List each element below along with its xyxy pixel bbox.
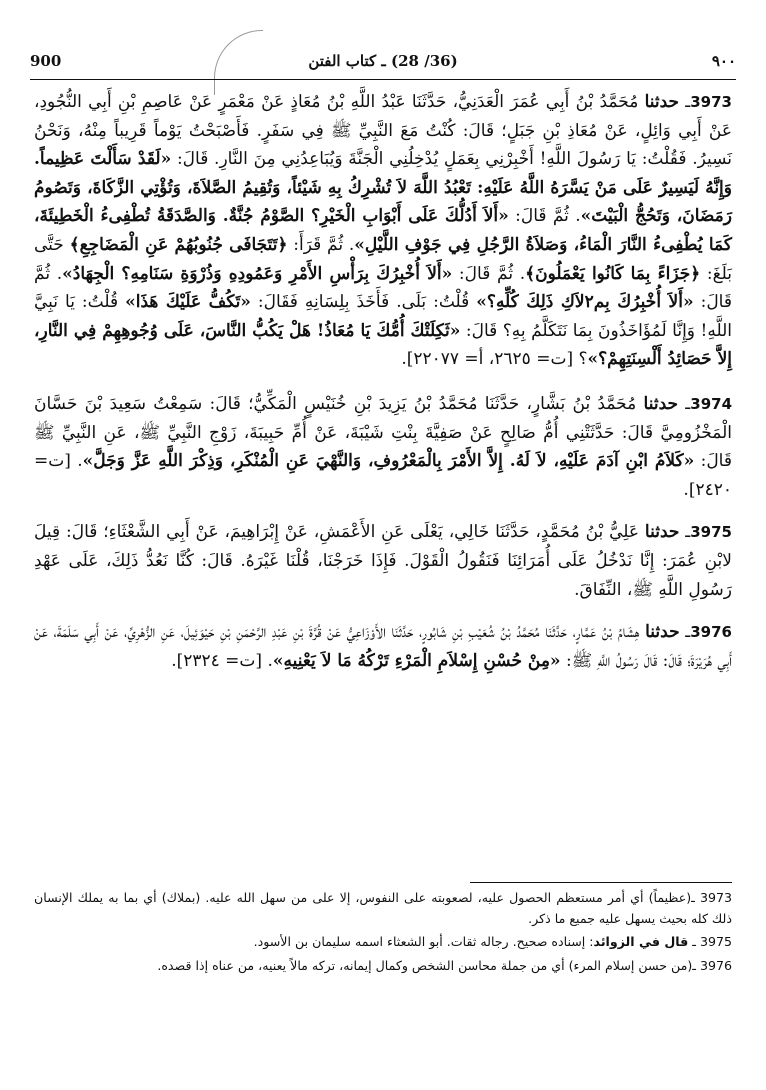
header-rule: [30, 79, 736, 80]
seg: هِشَامُ بْنُ عَمَّارٍ، حَدَّثَنَا مُحَمَّدُ بْنُ شُعَيْبِ بْنِ شَابُورٍ، حَدَّثَنَا الأَوْزَاعِيُّ عَنْ قُرَّةَ بْنِ عَبْدِ الرَّحْمَنِ بْنِ حَيْوَئِيلَ، عَنِ الزُّهْرِيِّ، عَنْ أَبِي سَلَمَةَ، عَنْ أَبِي هُرَيْرَةَ؛ قَالَ: قَالَ رَسُولُ اللَّهِ ﷺ:: [34, 622, 732, 671]
prophet-quote: «أَلاَ أُخْبِرُكَ بِرَأْسِ الأَمْرِ وَعَمُودِهِ وَذُرْوَةِ سَنَامِهِ؟ الْجِهَادُ»: [62, 263, 453, 284]
reference: . [ت= ٢٣٢٤].: [171, 650, 273, 671]
quran-quote: ﴿تَتَجَافَى جُنُوبُهُمْ عَنِ الْمَضَاجِعِ﴾: [69, 234, 288, 255]
seg: مُحَمَّدُ بْنُ بَشَّارٍ، حَدَّثَنَا مُحَمَّدُ بْنُ يَزِيدَ بْنِ خُنَيْسٍ الْمَكِّيُّ؛ قَالَ: سَمِعْتُ سَعِيدَ بْنَ حَسَّانَ الْمَخْزُومِيَّ قَالَ: حَدَّثَتْنِي أُمُّ صَالِحٍ عَنْ صَفِيَّةَ بِنْتِ شَيْبَةَ، عَنْ أُمِّ حَبِيبَةَ، زَوْجِ النَّبِيِّ ﷺ، عَنِ النَّبِيِّ ﷺ قَالَ:: [34, 393, 732, 472]
footnote-text: ـ(من حسن إسلام المرء) أي من جملة محاسن الشخص وكمال إيمانه، تركه مالاً يعنيه، من عناه إذا قصده.: [157, 957, 700, 973]
footnote-rule: [470, 882, 732, 883]
hadith-number: 3976: [690, 623, 732, 642]
page-header: [30, 50, 736, 74]
prophet-quote: «تَكُفُّ عَلَيْكَ هَذَا»: [125, 292, 251, 313]
hadith-text: [34, 88, 732, 689]
footnote-text: : إسناده صحيح. رجاله ثقات. أبو الشعثاء اسمه سليمان بن الأسود.: [253, 934, 594, 949]
seg: ـ: [679, 92, 691, 112]
footnote-number: 3975: [699, 934, 732, 949]
haddathana: حدثنا: [643, 393, 679, 414]
running-title: (36/ 28) ـ كتاب الفتن: [308, 52, 458, 70]
hadith-number: 3974: [690, 394, 733, 413]
footnote-3976: [34, 956, 732, 977]
seg: قُلْتُ: يَا نَبِيَّ اللَّهِ! وَإِنَّا لَمُؤَاخَذُونَ بِمَا نَتَكَلَّمُ بِهِ؟ قَالَ:: [34, 292, 732, 341]
haddathana: حدثنا: [644, 92, 680, 112]
prophet-quote: «كَلاَمُ ابْنِ آدَمَ عَلَيْهِ، لاَ لَهُ. إِلاَّ الأَمْرَ بِالْمَعْرُوفِ، وَالنَّهْيَ عَنِ الْمُنْكَرِ، وَذِكْرَ اللَّهِ عَزَّ وَجَلَّ»: [82, 451, 695, 472]
hadith-number: 3975: [690, 523, 732, 542]
hadith-3975: [34, 518, 732, 604]
footnote-number: 3973: [699, 890, 732, 905]
hadith-3976: [34, 618, 732, 675]
seg: ـ: [678, 393, 691, 414]
footnote-text: ـ(عظيماً) أي أمر مستعظم الحصول عليه، لصعوبته على النفوس، إلا على من سهل الله عليه. (بملاك) أي بما به يملك الإنسان ذلك كله بحيث يسهل عليه جميع ما ذكر.: [34, 890, 732, 926]
seg: ـ: [679, 522, 691, 543]
footnote-source: قال في الزوائد: [593, 934, 689, 949]
seg: . ثُمَّ قَالَ:: [34, 263, 732, 313]
prophet-quote: «لَقَدْ سَأَلْتَ عَظِيماً. وَإِنَّهُ لَيَسِيرٌ عَلَى مَنْ يَسَّرَهُ اللَّهُ عَلَيْهِ: تَعْبُدُ اللَّهَ لاَ تُشْرِكُ بِهِ شَيْئاً، وَتُقِيمُ الصَّلاَةَ، وَتُؤْتِي الزَّكَاةَ، وَتَصُومُ رَمَضَانَ، وَتَحُجُّ الْبَيْتَ»: [34, 149, 732, 227]
footnote-3975: [34, 932, 732, 953]
footnote-3973: [34, 888, 732, 929]
prophet-quote: «مِنْ حُسْنِ إِسْلاَمِ الْمَرْءِ تَرْكُهُ مَا لاَ يَعْنِيهِ»: [272, 650, 561, 671]
seg: عَلِيُّ بْنُ مُحَمَّدٍ، حَدَّثَنَا خَالِي، يَعْلَى عَنِ الأَعْمَشِ، عَنْ إِبْرَاهِيمَ، عَنْ أَبِي الشَّعْثَاءِ؛ قَالَ: قِيلَ لابْنِ عُمَرَ: إِنَّا نَدْخُلُ عَلَى أُمَرَائِنَا فَنَقُولُ الْقَوْلَ. فَإِذَا خَرَجْنَا، قُلْنَا غَيْرَهُ. قَالَ: كُنَّا نَعُدُّ ذَلِكَ، عَلَى عَهْدِ رَسُولِ اللَّهِ ﷺ، النِّفَاقَ.: [34, 522, 732, 600]
seg: قُلْتُ: بَلَى. فَأَخَذَ بِلِسَانِهِ فَقَالَ:: [250, 292, 477, 313]
hadith-number: 3973: [690, 93, 732, 111]
haddathana: حدثنا: [645, 622, 680, 643]
seg: حَتَّى بَلَغَ:: [34, 234, 732, 284]
hadith-3973: [34, 88, 732, 374]
haddathana: حدثنا: [644, 522, 680, 543]
prophet-quote: «أَلاَ أَدُلُّكَ عَلَى أَبْوَابِ الْخَيْرِ؟ الصَّوْمُ جُنَّةٌ. وَالصَّدَقَةُ تُطْفِىءُ الْخَطِيئَةَ، كَمَا يُطْفِىءُ النَّارَ الْمَاءُ، وَصَلاَةُ الرَّجُلِ فِي جَوْفِ اللَّيْلِ»: [34, 206, 732, 255]
footnote-number: 3976: [699, 957, 732, 973]
page-number-latin: 900: [30, 52, 62, 70]
page-number-arabic: ٩٠٠: [711, 52, 736, 70]
hadith-3974: [34, 390, 732, 504]
seg: . ثُمَّ قَرَأَ:: [287, 234, 355, 255]
quran-quote: ﴿جَزَاءً بِمَا كَانُوا يَعْمَلُونَ﴾: [525, 263, 701, 284]
seg: . ثُمَّ قَالَ:: [508, 206, 581, 227]
seg: . ثُمَّ قَالَ:: [452, 263, 526, 284]
reference: . [ت= ٢٤٢٠].: [34, 451, 732, 500]
footnotes: [34, 888, 732, 979]
prophet-quote: «أَلاَ أُخْبِرُكَ بِم٢لاَكِ ذَلِكَ كُلِّهِ؟»: [476, 292, 694, 313]
reference: ؟ [ت= ٢٦٢٥، أ= ٢٢٠٧٧].: [401, 349, 588, 370]
prophet-quote: «ثَكِلَتْكَ أُمُّكَ يَا مُعَاذُ! هَلْ يَكُبُّ النَّاسَ، عَلَى وُجُوهِهِمْ فِي النَّارِ، إِلاَّ حَصَائِدُ أَلْسِنَتِهِمْ؟»: [34, 320, 732, 370]
seg: ـ: [679, 622, 691, 643]
footnote-text: ـ: [688, 934, 700, 949]
seg: مُحَمَّدُ بْنُ أَبِي عُمَرَ الْعَدَنِيُّ، حَدَّثَنَا عَبْدُ اللَّهِ بْنُ مُعَاذٍ عَنْ مَعْمَرٍ عَنْ عَاصِمِ بْنِ أَبِي النُّجُودِ، عَنْ أَبِي وَائِلٍ، عَنْ مُعَاذِ بْنِ جَبَلٍ؛ قَالَ: كُنْتُ مَعَ النَّبِيِّ ﷺ فِي سَفَرٍ. فَأَصْبَحْتُ يَوْماً قَرِيباً مِنْهُ، وَنَحْنُ نَسِيرُ. فَقُلْتُ: يَا رَسُولَ اللَّهِ! أَخْبِرْنِي بِعَمَلٍ يُدْخِلُنِي الْجَنَّةَ وَيُبَاعِدُنِي مِنَ النَّارِ. قَالَ:: [34, 92, 733, 170]
